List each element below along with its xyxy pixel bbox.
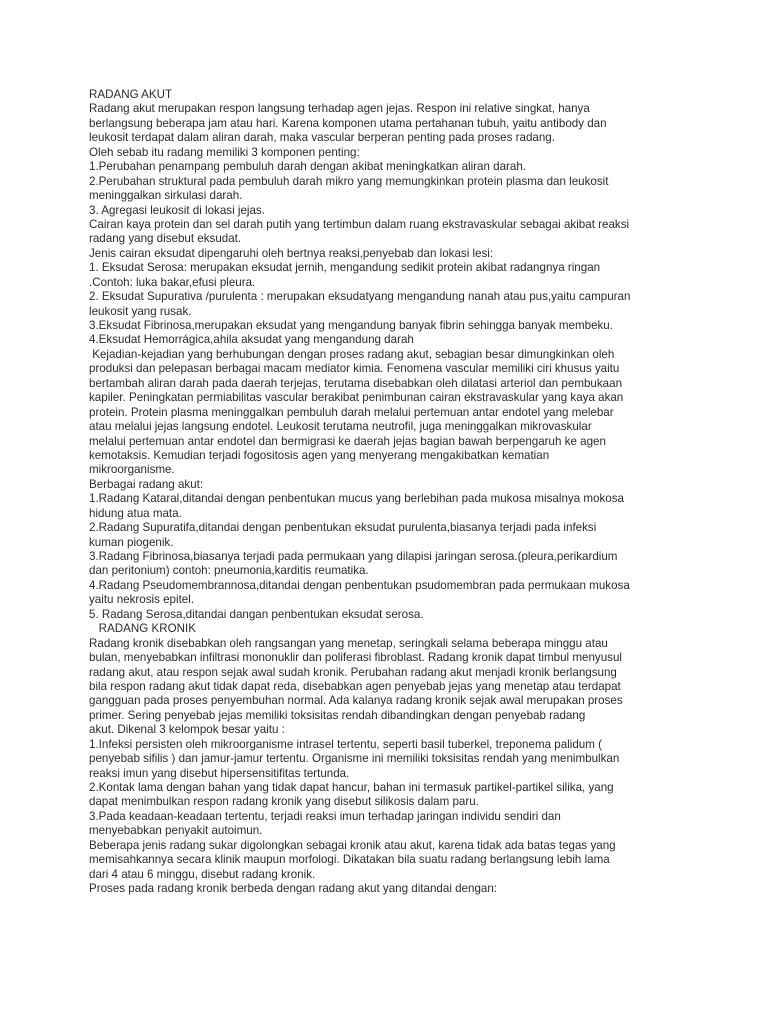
text-line: atau melalui jejas langsung endotel. Leukosit terutama neutrofil, juga meninggalkan mikrovaskular <box>89 420 592 434</box>
text-line: bertambah aliran darah pada daerah terjejas, terutama disebabkan oleh dilatasi arteriol dan pembukaan <box>89 376 623 390</box>
text-line: Kejadian-kejadian yang berhubungan dengan proses radang akut, sebagian besar dimungkinkan oleh <box>89 347 615 361</box>
text-line: Jenis cairan eksudat dipengaruhi oleh bertnya reaksi,penyebab dan lokasi lesi: <box>89 246 494 260</box>
text-line: gangguan pada proses penyembuhan normal. Ada kalanya radang kronik sejak awal merupakan proses <box>89 694 623 708</box>
text-line: bila respon radang akut tidak dapat reda, disebabkan agen penyebab jejas yang menetap atau terdapat <box>89 679 621 693</box>
text-line: Radang kronik disebabkan oleh rangsangan yang menetap, seringkali selama beberapa minggu atau <box>89 636 608 650</box>
text-line: memisahkannya secara klinik maupun morfologi. Dikatakan bila suatu radang berlangsung lebih lama <box>89 853 610 867</box>
text-line: melalui pertemuan antar endotel dan bermigrasi ke daerah jejas bagian bawah berpengaruh ke agen <box>89 434 606 448</box>
text-line: Proses pada radang kronik berbeda dengan radang akut yang ditandai dengan: <box>89 882 498 896</box>
text-line: leukosit terdapat dalam aliran darah, maka vascular berperan penting pada proses radang. <box>89 131 555 145</box>
text-line: 1.Infeksi persisten oleh mikroorganisme intrasel tertentu, seperti basil tuberkel, treponema palidum ( <box>89 737 602 751</box>
text-line: 2.Perubahan struktural pada pembuluh darah mikro yang memungkinkan protein plasma dan leukosit <box>89 174 609 188</box>
text-line: produksi dan pelepasan berbagai macam mediator kimia. Fenomena vascular memiliki ciri khusus yaitu <box>89 362 620 376</box>
text-line: kapiler. Peningkatan permiabilitas vascular berakibat penimbunan cairan ekstravaskular yang kaya akan <box>89 391 624 405</box>
text-line: Beberapa jenis radang sukar digolongkan sebagai kronik atau akut, karena tidak ada batas tegas yang <box>89 838 616 852</box>
text-line: 2. Eksudat Supurativa /purulenta : merupakan eksudatyang mengandung nanah atau pus,yaitu campuran <box>89 290 631 304</box>
text-line: protein. Protein plasma meninggalkan pembuluh darah melalui pertemuan antar endotel yang melebar <box>89 405 614 419</box>
text-line: kemotaksis. Kemudian terjadi fogositosis agen yang menyerang mengakibatkan kematian <box>89 448 550 462</box>
text-line: 1.Perubahan penampang pembuluh darah dengan akibat meningkatkan aliran darah. <box>89 160 527 174</box>
text-line: reaksi imun yang disebut hipersensitifitas tertunda. <box>89 766 350 780</box>
document-page <box>89 88 689 897</box>
text-line: radang yang disebut eksudat. <box>89 232 242 246</box>
text-line: berlangsung beberapa jam atau hari. Karena komponen utama pertahanan tubuh, yaitu antibody dan <box>89 116 607 130</box>
text-line: 3. Agregasi leukosit di lokasi jejas. <box>89 203 265 217</box>
text-line: leukosit yang rusak. <box>89 304 192 318</box>
text-line: .Contoh: luka bakar,efusi pleura. <box>89 275 256 289</box>
text-line: mikroorganisme. <box>89 463 175 477</box>
text-line: kuman piogenik. <box>89 535 174 549</box>
text-line: 5. Radang Serosa,ditandai dangan penbentukan eksudat serosa. <box>89 607 424 621</box>
text-line: bulan, menyebabkan infiltrasi mononuklir dan poliferasi fibroblast. Radang kronik dapat timbul menyusul <box>89 651 622 665</box>
text-line: RADANG AKUT <box>89 88 173 101</box>
text-line: dari 4 atau 6 minggu, disebut radang kronik. <box>89 867 316 881</box>
text-line: 3.Pada keadaan-keadaan tertentu, terjadi reaksi imun terhadap jaringan individu sendiri dan <box>89 809 561 823</box>
text-line: menyebabkan penyakit autoimun. <box>89 824 263 838</box>
text-line: dan peritonium) contoh: pneumonia,karditis reumatika. <box>89 564 369 578</box>
text-line: 3.Radang Fibrinosa,biasanya terjadi pada permukaan yang dilapisi jaringan serosa.(pleura,perikardium <box>89 550 618 563</box>
text-line: 3.Eksudat Fibrinosa,merupakan eksudat yang mengandung banyak fibrin sehingga banyak membeku. <box>89 319 613 332</box>
text-line: Radang akut merupakan respon langsung terhadap agen jejas. Respon ini relative singkat, hanya <box>89 102 590 116</box>
text-line: Oleh sebab itu radang memiliki 3 komponen penting: <box>89 145 360 159</box>
text-line: Cairan kaya protein dan sel darah putih yang tertimbun dalam ruang ekstravaskular sebagai akibat reaksi <box>89 217 630 231</box>
text-line: 4.Eksudat Hemorrágica,ahila aksudat yang mengandung darah <box>89 333 414 347</box>
text-line: 2.Radang Supuratifa,ditandai dengan penbentukan eksudat purulenta,biasanya terjadi pada infeksi <box>89 521 597 535</box>
text-line: 2.Kontak lama dengan bahan yang tidak dapat hancur, bahan ini termasuk partikel-partikel silika, yang <box>89 781 614 794</box>
text-line: Berbagai radang akut: <box>89 477 204 491</box>
text-line: primer. Sering penyebab jejas memiliki toksisitas rendah dibandingkan dengan penyebab radang <box>89 708 586 722</box>
text-line: yaitu nekrosis epitel. <box>89 593 195 607</box>
text-line: meninggalkan sirkulasi darah. <box>89 189 243 203</box>
text-line: hidung atua mata. <box>89 506 182 520</box>
text-line: 1. Eksudat Serosa: merupakan eksudat jernih, mengandung sedikit protein akibat radangnya ringan <box>89 261 601 275</box>
text-line: 4.Radang Pseudomembrannosa,ditandai dengan penbentukan psudomembran pada permukaan mukosa <box>89 578 630 592</box>
text-line: radang akut, atau respon sejak awal sudah kronik. Perubahan radang akut menjadi kronik berlangsung <box>89 665 617 679</box>
text-line: penyebab sifilis ) dan jamur-jamur tertentu. Organisme ini memiliki toksisitas rendah yang menimbulkan <box>89 752 620 766</box>
text-line: RADANG KRONIK <box>89 622 196 636</box>
text-line: 1.Radang Kataral,ditandai dengan penbentukan mucus yang berlebihan pada mukosa misalnya mokosa <box>89 492 624 506</box>
text-line: dapat menimbulkan respon radang kronik yang disebut silikosis dalam paru. <box>89 795 479 809</box>
text-line: akut. Dikenal 3 kelompok besar yaitu : <box>89 723 285 737</box>
